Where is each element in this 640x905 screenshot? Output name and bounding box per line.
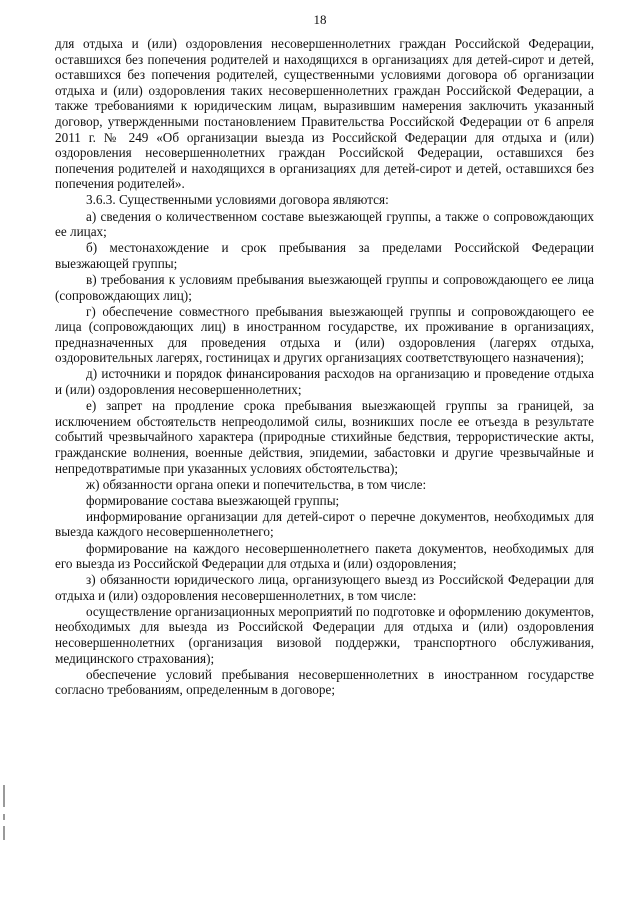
list-item-v: в) требования к условиям пребывания выезжающей группы и сопровождающего ее лица (сопровождающих лиц); (55, 271, 594, 303)
list-item-a: а) сведения о количественном составе выезжающей группы, а также о сопровождающих ее лицах; (55, 208, 594, 240)
sub-item-stay-conditions: обеспечение условий пребывания несовершеннолетних в иностранном государстве согласно требованиям, определенным в договоре; (55, 666, 594, 698)
list-item-b: б) местонахождение и срок пребывания за пределами Российской Федерации выезжающей группы; (55, 240, 594, 271)
paragraph-continuation: для отдыха и (или) оздоровления несовершеннолетних граждан Российской Федерации, оставшихся без попечения родителей и находящихся в организациях для детей-сирот и детей, оставшихся без попечения родителей, существенными условиями договора об организации отдыха и (или) оздоровления таких несовершеннолетних граждан Российской Федерации, а также требованиями к юридическим лицам, выразившим намерения заключить указанный договор, утвержденными постановлением Правительства Российской Федерации от 6 апреля 2011 г. № 249 «Об организации выезда из Российской Федерации для отдыха и (или) оздоровления несовершеннолетних граждан Российской Федерации, оставшихся без попечения родителей и находящихся в организациях для детей-сирот и детей, оставшихся без попечения родителей». (55, 36, 594, 192)
sub-item-forming-documents: формирование на каждого несовершеннолетнего пакета документов, необходимых для его выезда из Российской Федерации для отдыха и (или) оздоровления; (55, 540, 594, 572)
list-item-d: д) источники и порядок финансирования расходов на организацию и проведение отдыха и (или) оздоровления несовершеннолетних; (55, 366, 594, 398)
list-item-e: е) запрет на продление срока пребывания выезжающей группы за границей, за исключением обстоятельств непреодолимой силы, возникших после ее отъезда в результате событий чрезвычайного характера (природные стихийные бедствия, террористические акты, гражданские волнения, военные действия, эпидемии, забастовки и другие чрезвычайные и непредотвратимые при указанных условиях обстоятельства); (55, 398, 594, 476)
list-item-z: з) обязанности юридического лица, организующего выезд из Российской Федерации для отдыха и (или) оздоровления несовершеннолетних, в том числе: (55, 572, 594, 603)
sub-item-forming-group: формирование состава выезжающей группы; (86, 492, 340, 508)
clause-3-6-3: 3.6.3. Существенными условиями договора являются: (86, 192, 389, 208)
sub-item-informing: информирование организации для детей-сирот о перечне документов, необходимых для выезда каждого несовершеннолетнего; (55, 508, 594, 540)
scan-margin-mark (3, 814, 5, 820)
document-body (55, 36, 594, 698)
list-item-g: г) обеспечение совместного пребывания выезжающей группы и сопровождающего ее лица (сопровождающих лиц) в иностранном государстве, их проживание в организациях, предназначенных для проведения отдыха и (или) оздоровления (лагерях отдыха, оздоровительных лагерях, гостиницах и других организациях соответствующего назначения); (55, 303, 594, 366)
scan-margin-mark (3, 826, 5, 840)
sub-item-organizational-measures: осуществление организационных мероприятий по подготовке и оформлению документов, необходимых для выезда из Российской Федерации для отдыха и (или) оздоровления несовершеннолетних (организация визовой поддержки, транспортного обслуживания, медицинского страхования); (55, 603, 594, 666)
scan-margin-mark (3, 785, 5, 807)
page-number: 18 (313, 12, 327, 27)
list-item-zh: ж) обязанности органа опеки и попечительства, в том числе: (86, 476, 427, 492)
